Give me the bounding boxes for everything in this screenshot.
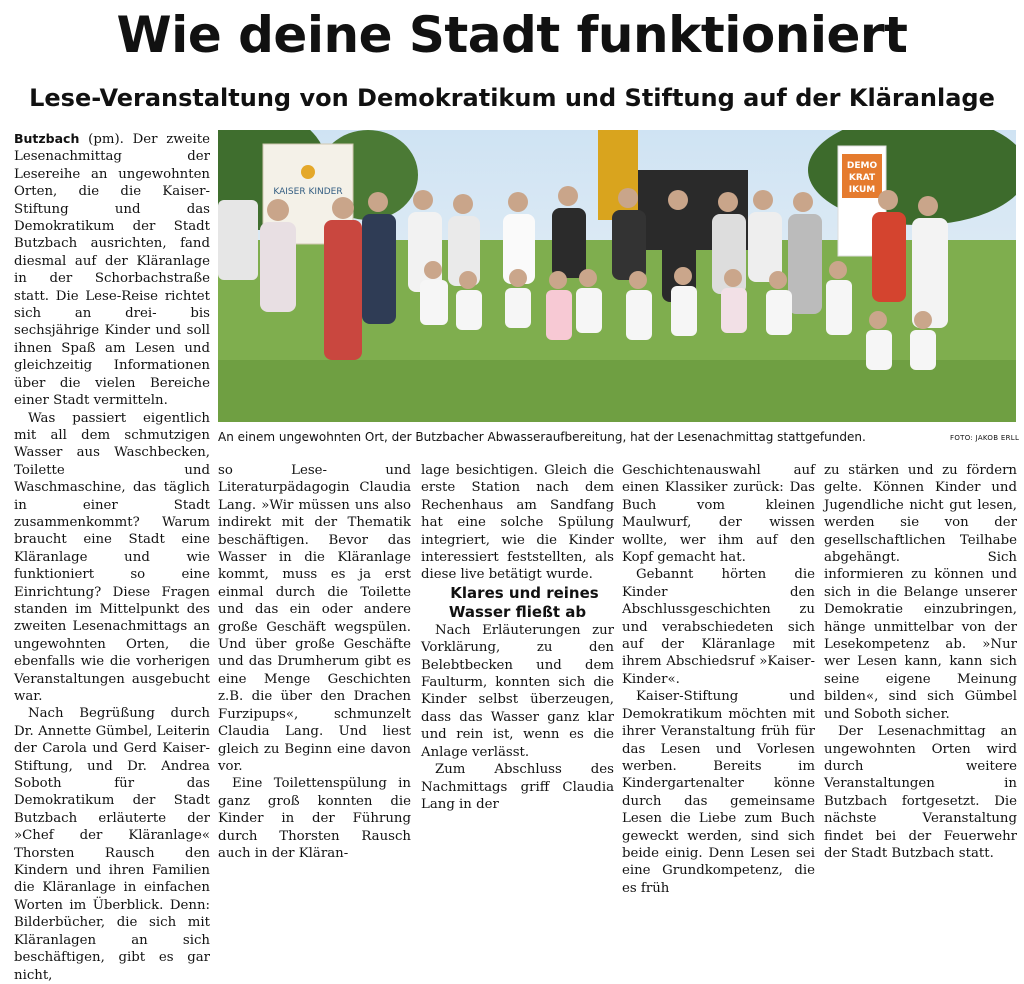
paragraph-6: Zum Abschluss des Nachmittags griff Claudia Lang in der [421, 762, 614, 812]
paragraph-2: Was passiert eigentlich mit all dem schmutzigen Wasser aus Waschbecken, Toilette und Waschmaschine, das täglich in einer Stadt zusammenkommt? Warum braucht eine Stadt eine Kläranlage und wie funktioniert so eine Einrichtung? Diese Fragen standen im Mittelpunkt des zweiten Lesenachmittags an ungewohnten Orten, die ebenfalls wie die vorherigen Veranstaltungen ausgebucht war. [14, 410, 210, 704]
article-column-2 [218, 462, 411, 862]
paragraph-4-continued: lage besichtigen. Gleich die erste Station nach dem Rechenhaus am Sandfang hat eine solche Spülung integriert, wie die Kinder interessiert feststellten, als diese live betätigt wurde. [421, 463, 614, 583]
subheadline: Lese-Veranstaltung von Demokratikum und Stiftung auf der Kläranlage [29, 84, 995, 112]
banner-demokratikum-1: DEMO [846, 161, 878, 171]
paragraph-6-continued: Geschichtenauswahl auf einen Klassiker zurück: Das Buch vom kleinen Maulwurf, der wissen wollte, wer ihm auf den Kopf gemacht hat. [622, 463, 815, 566]
paragraph-9: Der Lesenachmittag an ungewohnten Orten wird durch weitere Veranstaltungen in Butzbach fortgesetzt. Die nächste Veranstaltung findet bei der Feuerwehr der Stadt Butzbach statt. [824, 724, 1017, 861]
banner-demokratikum-2: KRAT [848, 173, 876, 183]
paragraph-4: Eine Toilettenspülung in ganz groß konnten die Kinder in der Führung durch Thorsten Rausch auch in der Kläran- [218, 776, 411, 861]
paragraph-7: Gebannt hörten die Kinder den Abschlussgeschichten zu und verabschiedeten sich auf der Kläranlage mit ihrem Abschiedsruf »Kaiser-Kinder«. [622, 567, 815, 687]
paragraph-8-continued: zu stärken und zu fördern gelte. Können Kinder und Jugendliche nicht gut lesen, werden sie von der gesellschaftlichen Teilhabe abgehängt. Sich informieren zu können und sich in die Belange unserer Demokratie einzubringen, hänge unmittelbar von der Lesekompetenz ab. »Nur wer Lesen kann, kann sich seine eigene Meinung bilden«, sind sich Gümbel und Soboth sicher. [824, 463, 1017, 722]
banner-demokratikum-3: IKUM [848, 185, 876, 195]
photo-caption: An einem ungewohnten Ort, der Butzbacher Abwasseraufbereitung, hat der Lesenachmittag stattgefunden. [218, 430, 866, 444]
paragraph-3: Nach Begrüßung durch Dr. Annette Gümbel, Leiterin der Carola und Gerd Kaiser-Stiftung, und Dr. Andrea Soboth für das Demokratikum der Stadt Butzbach erläuterte der »Chef der Kläranlage« Thorsten Rausch den Kindern und ihren Familien die Kläranlage in einfachen Worten im Überblick. Denn: Bilderbücher, die sich mit Kläranlagen an sich beschäftigen, gibt es gar nicht, [14, 706, 210, 983]
banner-kaiser-kinder: KAISER KINDER [273, 187, 343, 197]
location-dateline: Butzbach [14, 131, 80, 146]
article-column-1 [14, 130, 210, 984]
paragraph-8: Kaiser-Stiftung und Demokratikum möchten mit ihrer Veranstaltung früh für das Lesen und Vorlesen werben. Bereits im Kindergartenalter könne durch das gemeinsame Lesen die Liebe zum Buch geweckt werden, sind sich beide einig. Denn Lesen sei eine Grundkompetenz, die es früh [622, 689, 815, 896]
headline: Wie deine Stadt funktioniert [116, 6, 908, 64]
paragraph-5: Nach Erläuterungen zur Vorklärung, zu den Belebtbecken und dem Faulturm, konnten sich die Kinder selbst überzeugen, dass das Wasser ganz klar und rein ist, wenn es die Anlage verlässt. [421, 622, 614, 760]
group-photo-illustration [218, 130, 1016, 422]
article-column-5 [824, 462, 1017, 862]
photo-credit: FOTO: JAKOB ERLL [950, 434, 1020, 442]
paragraph-1-text: (pm). Der zweite Lesenachmittag der Lesereihe an ungewohnten Orten, die die Kaiser-Stiftung und das Demokratikum der Stadt Butzbach ausrichten, fand diesmal auf der Kläranlage in der Schorbachstraße statt. Die Lese-Reise richtet sich an drei- bis sechsjährige Kinder und soll ihnen Spaß am Lesen und gleichzeitig Informationen über die vielen Bereiche einer Stadt vermitteln. [14, 132, 210, 409]
article-column-3 [421, 462, 614, 813]
article-column-4 [622, 462, 815, 897]
section-subheading: Klares und reines Wasser fließt ab [448, 583, 599, 621]
paragraph-3-continued: so Lese- und Literaturpädagogin Claudia Lang. »Wir müssen uns also indirekt mit der Thematik beschäftigen. Bevor das Wasser in die Kläranlage kommt, muss es ja erst einmal durch die Toilette und das ein oder andere große Geschäft wegspülen. Und über große Geschäfte und das Drumherum gibt es eine Menge Geschichten z.B. die über den Drachen Furzipups«, schmunzelt Claudia Lang. Und liest gleich zu Beginn eine davon vor. [218, 463, 411, 774]
paragraph-intro [14, 130, 210, 410]
event-photo [218, 130, 1016, 422]
